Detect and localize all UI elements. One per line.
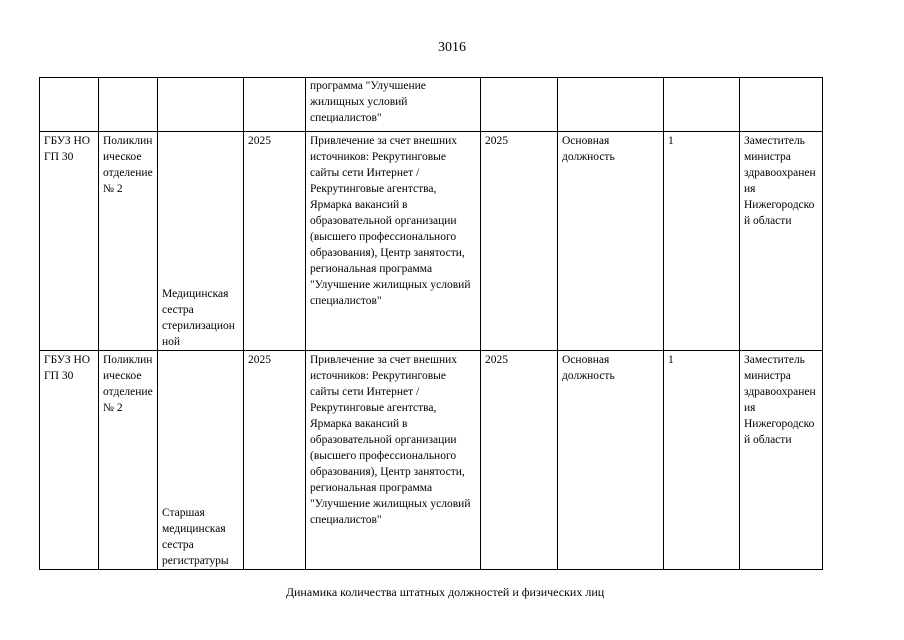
cell-position: Медицинская сестра стерилизационной [158,132,244,351]
cell-org [40,78,99,132]
cell-year-start [244,78,306,132]
cell-position: Старшая медицинская сестра регистратуры [158,351,244,570]
cell-org: ГБУЗ НО ГП 30 [40,132,99,351]
cell-year-start: 2025 [244,351,306,570]
cell-count: 1 [664,132,740,351]
cell-responsible: Заместитель министра здравоохранения Нижегородской области [740,132,823,351]
cell-measure: программа "Улучшение жилищных условий специалистов" [306,78,481,132]
cell-year-end [481,78,558,132]
cell-count [664,78,740,132]
cell-job-type: Основная должность [558,351,664,570]
table-row [40,351,823,570]
cell-responsible [740,78,823,132]
cell-unit [99,78,158,132]
cell-position [158,78,244,132]
table-row-partial [40,78,823,132]
cell-year-start: 2025 [244,132,306,351]
cell-unit: Поликлиническое отделение № 2 [99,351,158,570]
cell-year-end: 2025 [481,132,558,351]
cell-org: ГБУЗ НО ГП 30 [40,351,99,570]
cell-year-end: 2025 [481,351,558,570]
cell-unit: Поликлиническое отделение № 2 [99,132,158,351]
cell-count: 1 [664,351,740,570]
table-row [40,132,823,351]
footer-caption: Динамика количества штатных должностей и физических лиц [285,585,605,599]
cell-job-type: Основная должность [558,132,664,351]
cell-job-type [558,78,664,132]
cell-responsible: Заместитель министра здравоохранения Нижегородской области [740,351,823,570]
page-number: 3016 [438,40,466,55]
cell-measure: Привлечение за счет внешних источников: Рекрутинговые сайты сети Интернет / Рекрутинговые агентства, Ярмарка вакансий в образовательной организации (высшего профессионального образования), Центр занятости, региональная программа "Улучшение жилищных условий специалистов" [306,132,481,351]
cell-measure: Привлечение за счет внешних источников: Рекрутинговые сайты сети Интернет / Рекрутинговые агентства, Ярмарка вакансий в образовательной организации (высшего профессионального образования), Центр занятости, региональная программа "Улучшение жилищных условий специалистов" [306,351,481,570]
staffing-table [39,77,823,570]
